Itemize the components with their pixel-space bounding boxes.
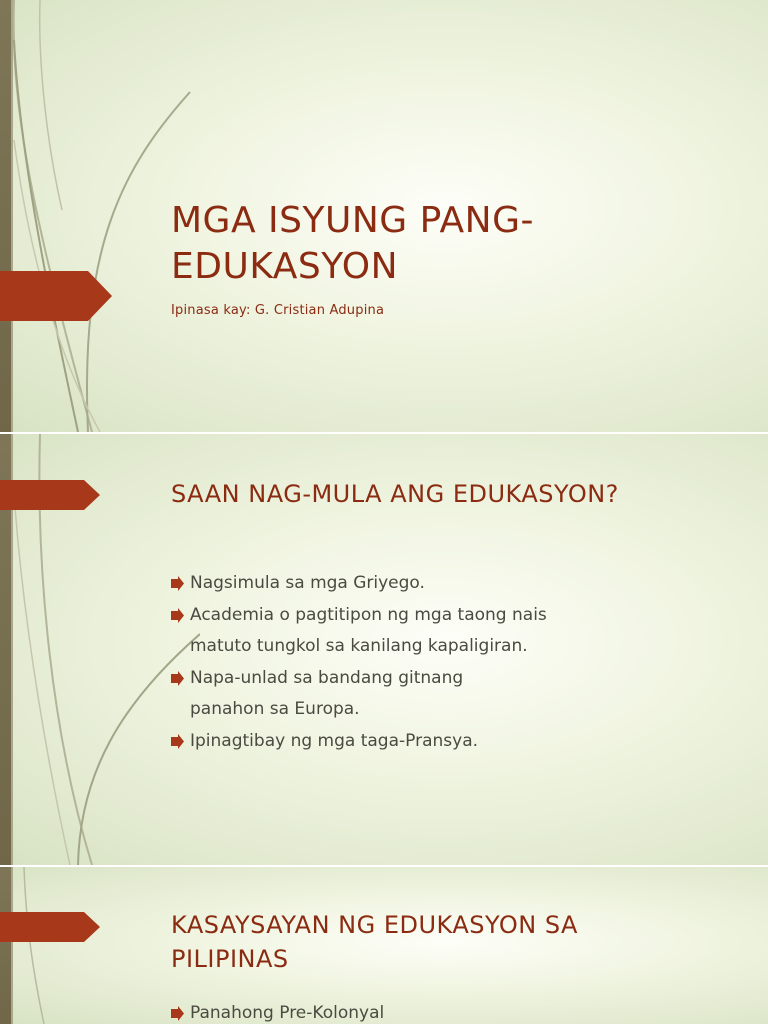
title-marker-tab (0, 271, 112, 321)
slide-subtitle: Ipinasa kay: G. Cristian Adupina (171, 303, 385, 318)
slide-title: MGA ISYUNG PANG-EDUKASYON (171, 200, 534, 287)
right-arrow-icon (171, 998, 185, 1024)
bullet-text: Panahong Pre-Kolonyal (190, 1003, 385, 1023)
right-arrow-icon (171, 726, 185, 757)
decorative-swirl-lines (0, 867, 200, 1024)
bullet-text: Napa-unlad sa bandang gitnang panahon sa Europa. (190, 668, 464, 719)
right-arrow-icon (171, 600, 185, 631)
bullet-text: Nagsimula sa mga Griyego. (190, 573, 425, 593)
slide-1 (0, 0, 768, 432)
bullet-text: Ipinagtibay ng mga taga-Pransya. (190, 731, 479, 751)
list-item (171, 663, 641, 725)
title-marker-tab (0, 480, 100, 510)
slide-title: SAAN NAG-MULA ANG EDUKASYON? (171, 480, 619, 508)
slide-2 (0, 434, 768, 865)
bullet-list (171, 998, 641, 1024)
title-marker-tab (0, 912, 100, 942)
list-item (171, 568, 641, 599)
slide-title: KASAYSAYAN NG EDUKASYON SA PILIPINAS (171, 911, 578, 973)
decorative-swirl-lines (0, 0, 200, 432)
list-item (171, 600, 641, 662)
list-item (171, 998, 641, 1024)
slide-3 (0, 867, 768, 1024)
right-arrow-icon (171, 663, 185, 694)
bullet-text: Academia o pagtitipon ng mga taong nais matuto tungkol sa kanilang kapaligiran. (190, 605, 547, 656)
bullet-list (171, 568, 641, 758)
right-arrow-icon (171, 568, 185, 599)
list-item (171, 726, 641, 757)
